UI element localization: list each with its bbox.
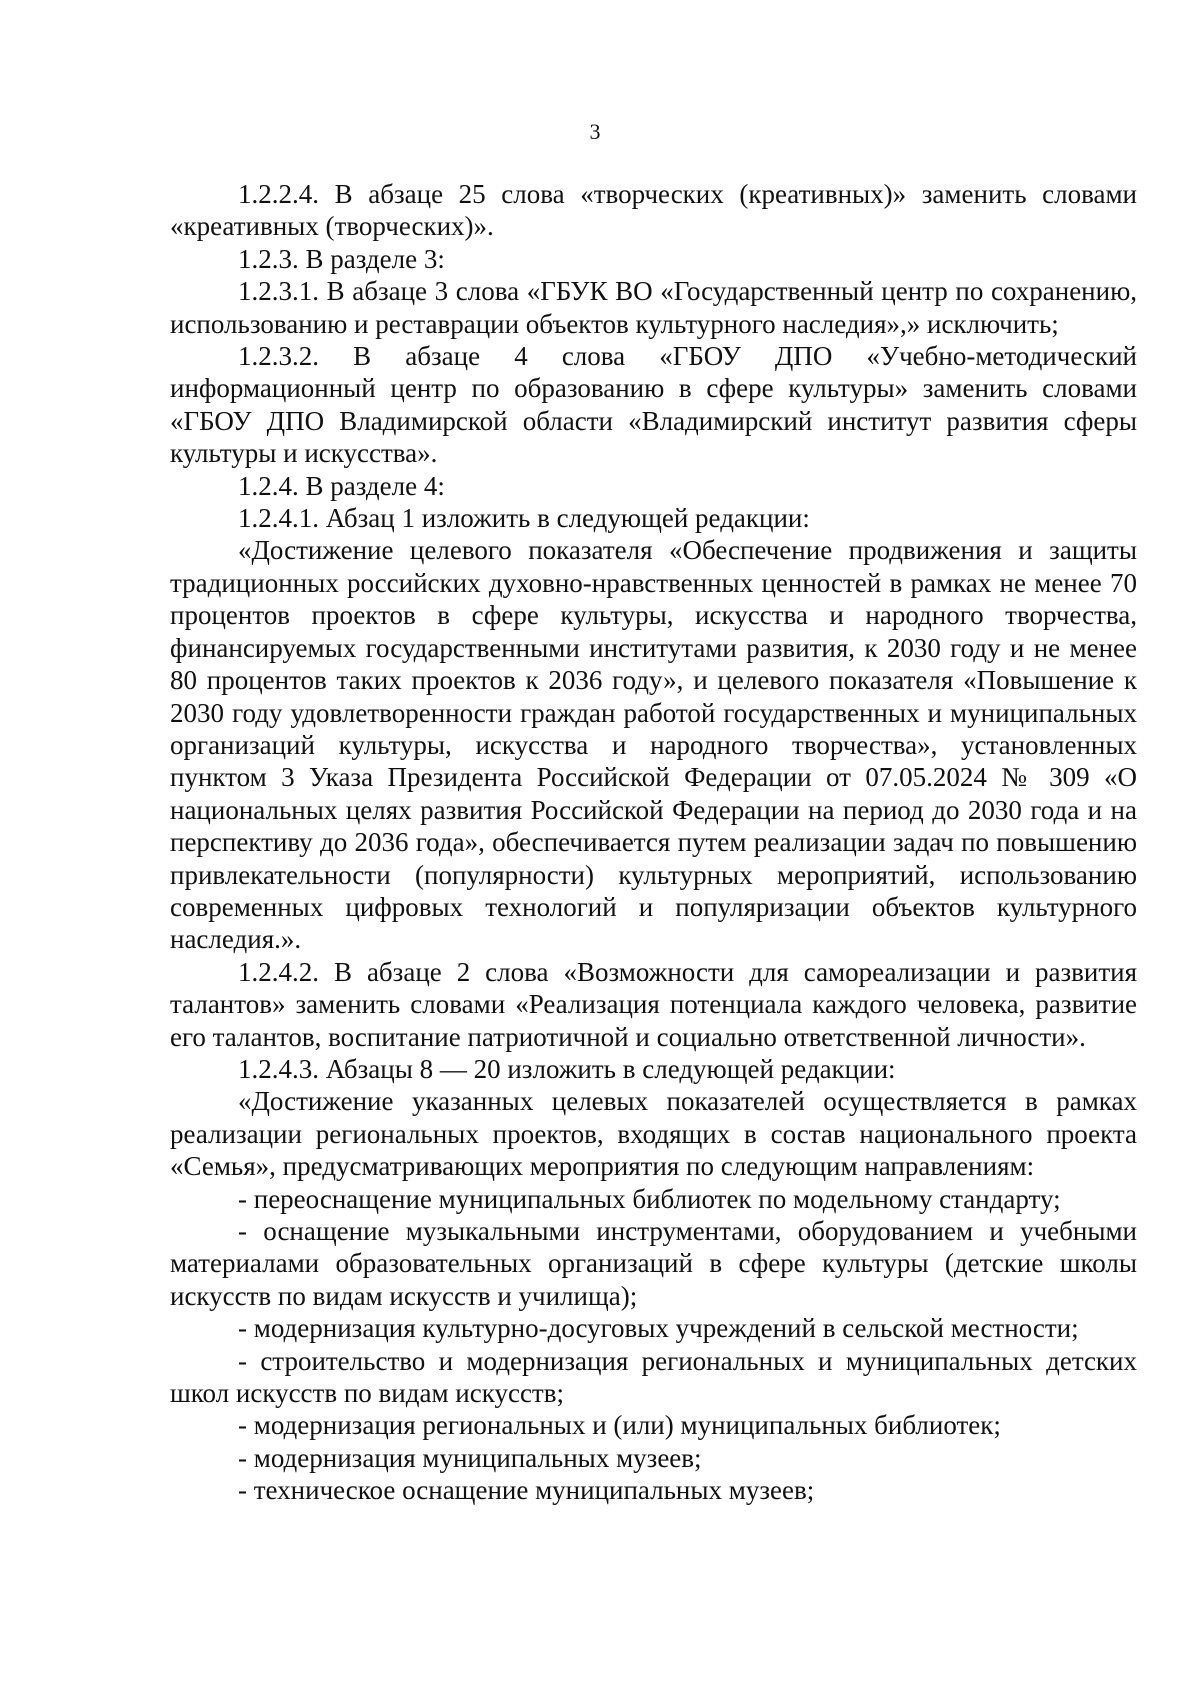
list-item-library-modernization: - модернизация региональных и (или) муниципальных библиотек;: [238, 1410, 1001, 1441]
list-item-museum-modernization: - модернизация муниципальных музеев;: [238, 1442, 702, 1473]
list-item-rural-culture-institutions: - модернизация культурно-досуговых учреждений в сельской местности;: [238, 1313, 1079, 1344]
paragraph-quoted-regional-projects: «Достижение указанных целевых показателей осуществляется в рамках реализации региональных проектов, входящих в состав национального проекта «Семья», предусматривающих мероприятия по следующим направлениям:: [170, 1086, 1137, 1182]
paragraph-1-2-3-2: 1.2.3.2. В абзаце 4 слова «ГБОУ ДПО «Учебно-методический информационный центр по образованию в сфере культуры» заменить словами «ГБОУ ДПО Владимирской области «Владимирский институт развития сферы культуры и искусства».: [170, 341, 1137, 469]
paragraph-1-2-4-3: 1.2.4.3. Абзацы 8 — 20 изложить в следующей редакции:: [238, 1053, 896, 1084]
paragraph-1-2-2-4: 1.2.2.4. В абзаце 25 слова «творческих (креативных)» заменить словами «креативных (творческих)».: [170, 179, 1137, 242]
list-item-music-instruments: - оснащение музыкальными инструментами, оборудованием и учебными материалами образовательных организаций в сфере культуры (детские школы искусств по видам искусств и училища);: [170, 1216, 1137, 1311]
document-body: [170, 178, 1137, 1507]
paragraph-1-2-3-heading: 1.2.3. В разделе 3:: [238, 243, 445, 274]
paragraph-1-2-4-2: 1.2.4.2. В абзаце 2 слова «Возможности для самореализации и развития талантов» заменить словами «Реализация потенциала каждого человека, развитие его талантов, воспитание патриотичной и социально ответственной личности».: [170, 956, 1137, 1052]
paragraph-quoted-target-indicators: «Достижение целевого показателя «Обеспечение продвижения и защиты традиционных российских духовно-нравственных ценностей в рамках не менее 70 процентов проектов в сфере культуры, искусства и народного творчества, финансируемых государственными институтами развития, к 2030 году и не менее 80 процентов таких проектов к 2036 году», и целевого показателя «Повышение к 2030 году удовлетворенности граждан работой государственных и муниципальных организаций культуры, искусства и народного творчества», установленных пунктом 3 Указа Президента Российской Федерации от 07.05.2024 № 309 «О национальных целях развития Российской Федерации на период до 2030 года и на перспективу до 2036 года», обеспечивается путем реализации задач по повышению привлекательности (популярности) культурных мероприятий, использованию современных цифровых технологий и популяризации объектов культурного наследия.».: [170, 535, 1137, 955]
paragraph-1-2-4-1: 1.2.4.1. Абзац 1 изложить в следующей редакции:: [238, 503, 810, 534]
list-item-museum-equipment: - техническое оснащение муниципальных музеев;: [238, 1475, 815, 1506]
paragraph-1-2-3-1: 1.2.3.1. В абзаце 3 слова «ГБУК ВО «Государственный центр по сохранению, использованию и реставрации объектов культурного наследия»,» исключить;: [170, 276, 1137, 339]
page-number: 3: [589, 119, 601, 144]
paragraph-1-2-4-heading: 1.2.4. В разделе 4:: [238, 470, 445, 501]
list-item-libraries-model-standard: - переоснащение муниципальных библиотек по модельному стандарту;: [238, 1183, 1061, 1214]
list-item-art-schools: - строительство и модернизация региональных и муниципальных детских школ искусств по видам искусств;: [170, 1345, 1137, 1409]
